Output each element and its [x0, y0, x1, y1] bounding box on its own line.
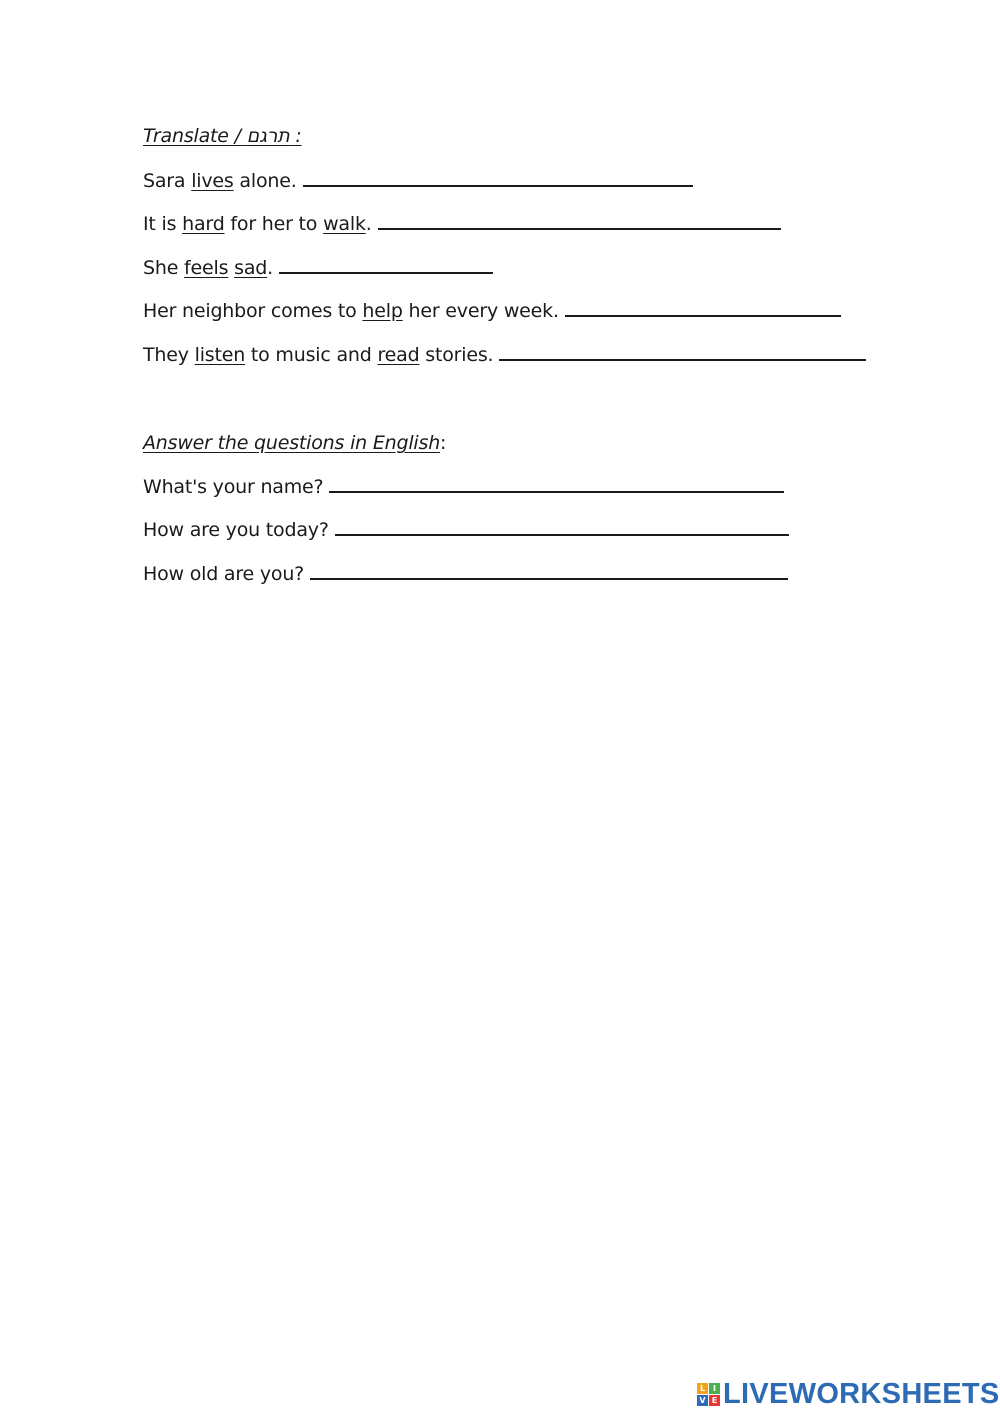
liveworksheets-logo: [697, 1378, 1000, 1410]
vocab-word: read: [377, 344, 420, 366]
question-text: How old are you?: [143, 563, 305, 585]
sentence-text: Her neighbor comes to: [143, 300, 363, 322]
question-text: What's your name?: [143, 476, 324, 498]
logo-mark-v: V: [697, 1395, 708, 1406]
translate-sentence: [143, 212, 781, 236]
answer-blank[interactable]: [499, 343, 866, 361]
question-row: [143, 518, 789, 542]
question-text: How are you today?: [143, 519, 329, 541]
logo-text: LIVEWORKSHEETS: [723, 1377, 1000, 1410]
translate-sentence: [143, 343, 866, 367]
question-row: [143, 475, 784, 499]
sentence-text: They: [143, 344, 195, 366]
questions-heading-text: Answer the questions in English: [143, 432, 441, 454]
vocab-word: help: [362, 300, 403, 322]
translate-sentence: [143, 256, 493, 280]
sentence-text: stories.: [419, 344, 494, 366]
sentence-text: her every week.: [402, 300, 559, 322]
questions-heading-colon: :: [440, 432, 447, 454]
questions-heading: [143, 431, 446, 455]
question-row: [143, 562, 788, 586]
sentence-text: Sara: [143, 170, 192, 192]
answer-blank[interactable]: [279, 256, 493, 274]
sentence-text: .: [365, 213, 372, 235]
answer-blank[interactable]: [378, 212, 781, 230]
vocab-word: feels: [184, 257, 229, 279]
translate-sentence: [143, 299, 841, 323]
vocab-word: listen: [194, 344, 246, 366]
logo-mark-l: L: [697, 1383, 708, 1394]
vocab-word: walk: [323, 213, 366, 235]
sentence-text: It is: [143, 213, 183, 235]
sentence-text: for her to: [224, 213, 324, 235]
answer-blank[interactable]: [335, 518, 789, 536]
sentence-text: alone.: [233, 170, 297, 192]
answer-blank[interactable]: [329, 475, 784, 493]
vocab-word: lives: [191, 170, 234, 192]
logo-mark-i: I: [709, 1383, 720, 1394]
sentence-text: .: [267, 257, 273, 279]
answer-blank[interactable]: [303, 169, 693, 187]
vocab-word: hard: [182, 213, 225, 235]
answer-blank[interactable]: [565, 299, 841, 317]
logo-mark-icon: [697, 1383, 720, 1406]
sentence-text: She: [143, 257, 185, 279]
sentence-text: to music and: [245, 344, 378, 366]
logo-mark-e: E: [709, 1395, 720, 1406]
translate-heading: Translate / תרגם :: [143, 125, 302, 147]
answer-blank[interactable]: [310, 562, 788, 580]
vocab-word: sad: [234, 257, 268, 279]
translate-sentence: [143, 169, 693, 193]
